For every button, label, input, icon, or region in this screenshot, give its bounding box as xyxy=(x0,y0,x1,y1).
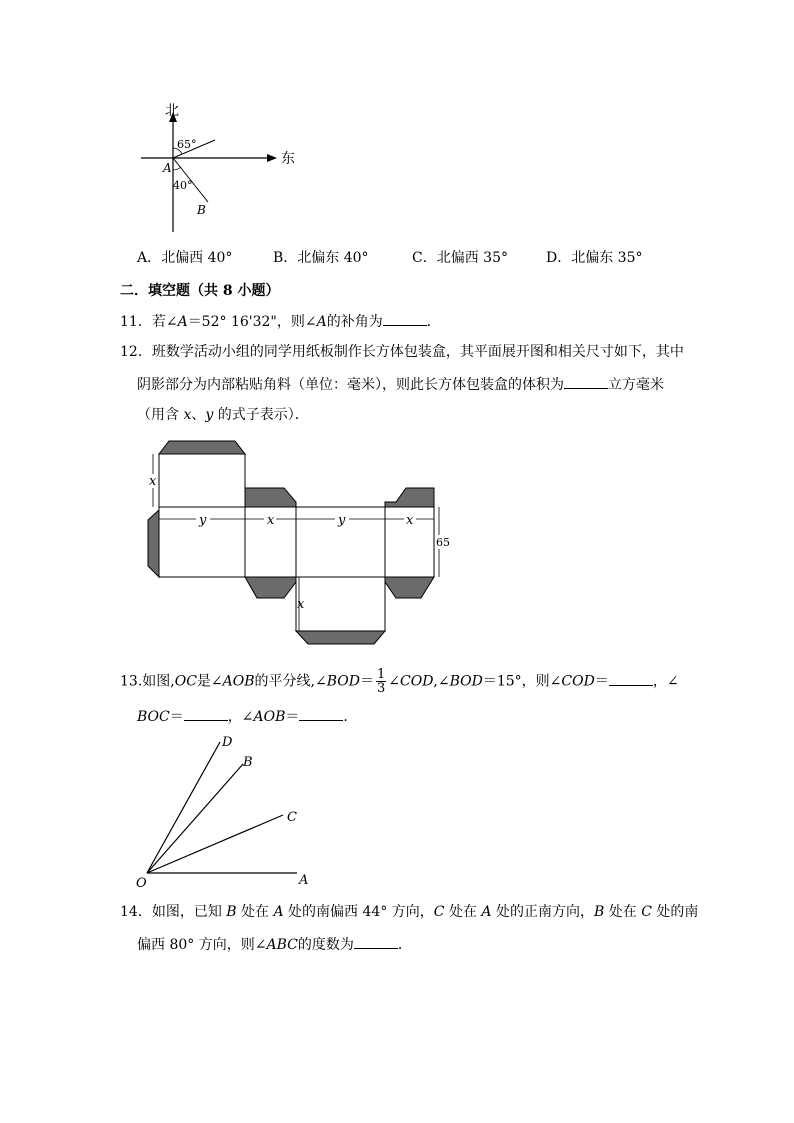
question-number: 11． xyxy=(120,314,152,330)
q13-text: ＝15°，则∠ xyxy=(482,673,562,690)
q12-text: （用含 xyxy=(137,407,184,423)
question-14-line1 xyxy=(120,902,698,922)
q13-text: ＝ xyxy=(285,709,300,725)
ray-oc xyxy=(147,815,283,873)
var-b: B xyxy=(593,904,605,920)
var-y: y xyxy=(205,407,214,423)
dim-x-label: x xyxy=(406,513,414,528)
option-text: 北偏西 40° xyxy=(161,250,233,266)
q13-text: 如图, xyxy=(142,673,175,690)
box-net-figure xyxy=(140,436,460,650)
angle-40-label: 40° xyxy=(173,179,193,192)
east-label: 东 xyxy=(281,151,295,167)
point-a-label: A xyxy=(299,873,309,888)
q11-text: 若∠ xyxy=(151,314,178,330)
var-x: x xyxy=(183,407,192,423)
ray-od xyxy=(147,742,220,873)
q14-text: 处的正南方向， xyxy=(491,904,594,920)
q12-text: 、 xyxy=(191,407,206,423)
option-letter: C． xyxy=(412,250,437,266)
angle-65-label: 65° xyxy=(177,138,197,151)
question-13-line2 xyxy=(137,706,357,727)
var-c: C xyxy=(433,904,445,920)
glue-tab xyxy=(385,577,434,598)
dim-y-label: y xyxy=(338,513,346,528)
q11-text: ＝52° 16'32"，则∠ xyxy=(187,314,317,330)
q14-text: 处在 xyxy=(236,904,274,920)
q13-text: ． xyxy=(343,709,358,725)
question-12-line2 xyxy=(137,374,664,395)
question-14-line2 xyxy=(137,934,412,955)
option-letter: A． xyxy=(137,250,162,266)
option-text: 北偏西 35° xyxy=(436,250,508,266)
glue-tab xyxy=(296,631,385,644)
var-a: A xyxy=(273,904,284,920)
question-13-line1 xyxy=(120,668,679,695)
north-label: 北 xyxy=(165,103,179,119)
dim-65-label: 65 xyxy=(436,536,450,549)
point-b-label: B xyxy=(243,755,253,770)
option-b[interactable] xyxy=(273,248,369,268)
var-cod: COD xyxy=(400,673,434,690)
fraction-denominator: 3 xyxy=(376,681,386,696)
q11-text: ． xyxy=(426,314,441,330)
q14-text: 处的南偏西 44° 方向， xyxy=(283,904,434,920)
q14-text: 处的南 xyxy=(651,904,699,920)
q14-text: ． xyxy=(397,937,412,953)
var-b: B xyxy=(226,904,237,920)
option-text: 北偏东 35° xyxy=(571,250,643,266)
answer-blank[interactable] xyxy=(564,374,608,389)
question-number: 12． xyxy=(120,344,152,360)
var-aob: AOB xyxy=(253,709,286,725)
q13-text: 是∠ xyxy=(196,673,223,690)
fraction-one-third xyxy=(376,668,386,695)
q13-text: 的平分线,∠ xyxy=(254,673,327,690)
east-arrow-icon xyxy=(267,154,277,162)
q14-text: 的度数为 xyxy=(297,937,354,953)
var-bod: BOD xyxy=(326,673,360,690)
question-12-line1 xyxy=(120,342,684,362)
q14-text: 如图，已知 xyxy=(151,904,227,920)
glue-tab xyxy=(245,577,296,598)
question-11 xyxy=(120,311,441,332)
q11-text: 的补角为 xyxy=(326,314,383,330)
q12-text: 立方毫米 xyxy=(608,377,664,393)
ray-ob xyxy=(147,764,243,873)
q13-text: ，∠ xyxy=(652,673,679,690)
var-c: C xyxy=(641,904,652,920)
option-d[interactable] xyxy=(546,248,643,268)
answer-blank[interactable] xyxy=(609,671,653,686)
q14-text: 偏西 80° 方向，则∠ xyxy=(137,937,267,953)
var-oc: OC xyxy=(174,673,197,690)
glue-tab xyxy=(159,441,245,454)
question-12-line3 xyxy=(137,405,309,425)
dim-y-label: y xyxy=(199,513,207,528)
point-c-label: C xyxy=(287,810,297,825)
option-c[interactable] xyxy=(412,248,508,268)
glue-tab xyxy=(385,488,434,507)
q12-text: 阴影部分为内部粘贴角料（单位：毫米），则此长方体包装盒的体积为 xyxy=(137,377,564,393)
var-a: A xyxy=(481,904,492,920)
answer-blank[interactable] xyxy=(383,311,427,326)
option-text: 北偏东 40° xyxy=(297,250,369,266)
answer-blank[interactable] xyxy=(354,934,398,949)
compass-figure xyxy=(135,98,305,238)
dim-x-label: x xyxy=(297,597,305,612)
glue-tab xyxy=(245,488,296,507)
question-number: 13. xyxy=(120,673,143,690)
var-a: A xyxy=(177,314,188,330)
q14-text: 处在 xyxy=(444,904,482,920)
option-letter: B． xyxy=(273,250,298,266)
var-cod: COD xyxy=(561,673,595,690)
var-boc: BOC xyxy=(137,709,170,725)
glue-tab xyxy=(148,510,159,577)
q13-text: ＝ xyxy=(594,673,609,690)
q14-text: 处在 xyxy=(604,904,642,920)
point-b-label: B xyxy=(197,203,206,217)
q13-text: ∠ xyxy=(388,673,400,690)
section-heading: 二．填空题（共 8 小题） xyxy=(120,283,280,299)
var-aob: AOB xyxy=(222,673,255,690)
option-a[interactable] xyxy=(137,248,232,268)
var-abc: ABC xyxy=(266,937,298,953)
q13-text: ,∠ xyxy=(433,673,450,690)
answer-blank[interactable] xyxy=(184,706,228,721)
dim-x-label: x xyxy=(267,513,275,528)
q13-text: ＝ xyxy=(169,709,184,725)
fraction-numerator: 1 xyxy=(376,667,386,682)
answer-blank[interactable] xyxy=(299,706,343,721)
point-a-label: A xyxy=(163,161,172,175)
point-o-label: O xyxy=(136,876,147,891)
point-d-label: D xyxy=(222,735,233,750)
var-bod: BOD xyxy=(449,673,483,690)
option-letter: D． xyxy=(546,250,572,266)
angle-rays-figure xyxy=(133,732,313,892)
var-a: A xyxy=(316,314,327,330)
q12-text: 班数学活动小组的同学用纸板制作长方体包装盒，其平面展开图和相关尺寸如下，其中 xyxy=(151,344,684,360)
q13-text: ，∠ xyxy=(227,709,254,725)
q13-text: ＝ xyxy=(359,673,374,690)
dim-x-label: x xyxy=(149,474,157,489)
question-number: 14． xyxy=(120,904,152,920)
q12-text: 的式子表示）． xyxy=(213,407,309,423)
